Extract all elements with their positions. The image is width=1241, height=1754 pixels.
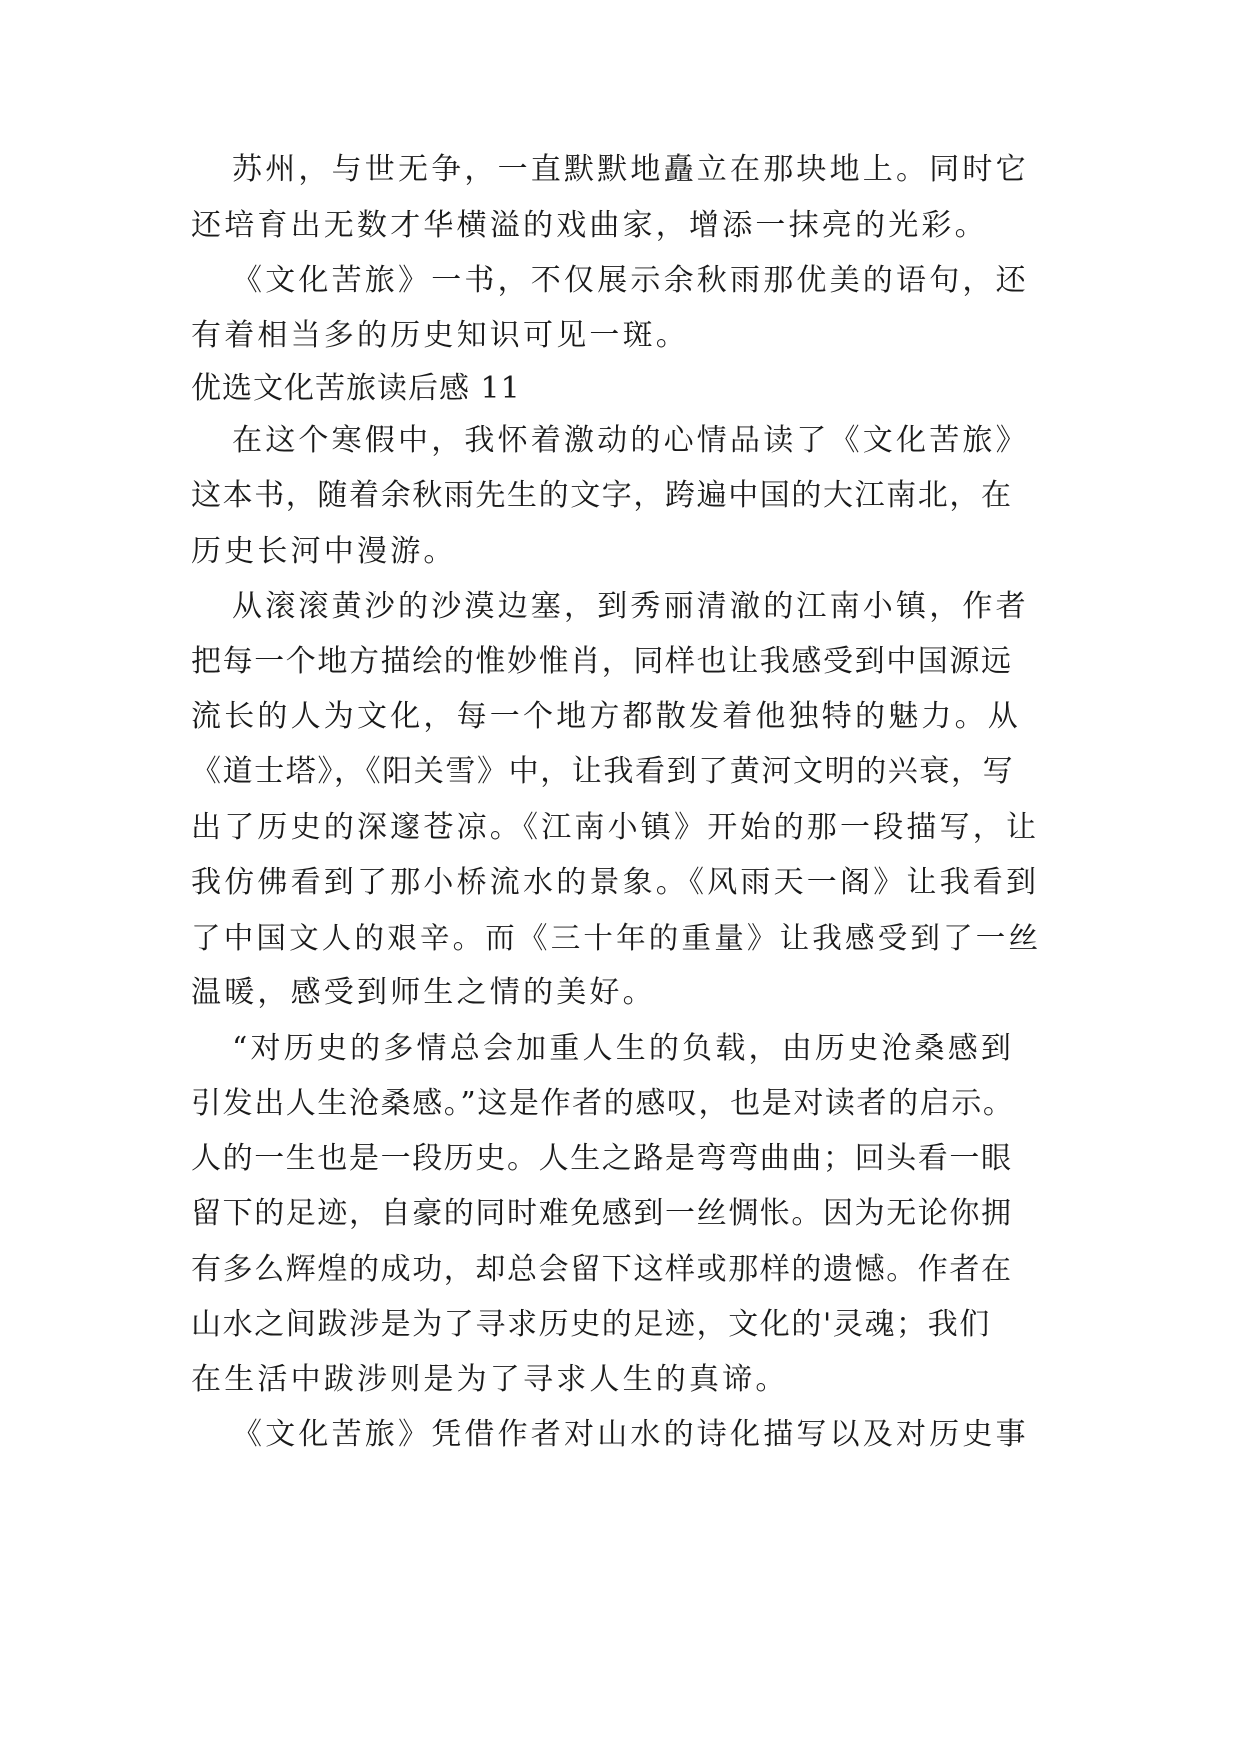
- text-line-19: 人的一生也是一段历史。人生之路是弯弯曲曲；回头看一眼: [191, 1141, 1013, 1176]
- text-line-2: 还培育出无数才华横溢的戏曲家，增添一抹亮的光彩。: [191, 208, 988, 243]
- text-line-22: 山水之间跋涉是为了寻求历史的足迹，文化的'灵魂；我们: [191, 1307, 991, 1342]
- text-line-20: 留下的足迹，自豪的同时难免感到一丝惆怅。因为无论你拥: [191, 1196, 1013, 1231]
- text-line-3: 《文化苦旅》一书，不仅展示余秋雨那优美的语句，还: [232, 263, 1029, 298]
- text-line-8: 历史长河中漫游。: [191, 534, 457, 569]
- text-line-11: 流长的人为文化，每一个地方都散发着他独特的魅力。从: [191, 699, 1021, 734]
- text-line-17: “对历史的多情总会加重人生的负载，由历史沧桑感到: [232, 1031, 1015, 1066]
- section-heading: 优选文化苦旅读后感 11: [191, 371, 521, 406]
- text-line-12: 《道士塔》，《阳关雪》中，让我看到了黄河文明的兴衰，写: [191, 754, 1015, 789]
- text-line-15: 了中国文人的艰辛。而《三十年的重量》让我感受到了一丝: [191, 921, 1042, 955]
- text-line-7: 这本书，随着余秋雨先生的文字，跨遍中国的大江南北，在: [191, 478, 1013, 513]
- text-line-10: 把每一个地方描绘的惟妙惟肖，同样也让我感受到中国源远: [191, 644, 1013, 679]
- text-line-24: 《文化苦旅》凭借作者对山水的诗化描写以及对历史事: [232, 1417, 1029, 1452]
- text-line-9: 从滚滚黄沙的沙漠边塞，到秀丽清澈的江南小镇，作者: [232, 589, 1029, 624]
- text-line-21: 有多么辉煌的成功，却总会留下这样或那样的遗憾。作者在: [191, 1252, 1013, 1287]
- text-line-13: 出了历史的深邃苍凉。《江南小镇》开始的那一段描写，让: [191, 810, 1040, 845]
- text-line-6: 在这个寒假中，我怀着激动的心情品读了《文化苦旅》: [232, 423, 1029, 458]
- text-line-14: 我仿佛看到了那小桥流水的景象。《风雨天一阁》让我看到: [191, 865, 1040, 900]
- text-line-16: 温暖，感受到师生之情的美好。: [191, 975, 656, 1010]
- text-line-23: 在生活中跋涉则是为了寻求人生的真谛。: [191, 1362, 789, 1397]
- text-line-4: 有着相当多的历史知识可见一斑。: [191, 318, 689, 353]
- text-line-1: 苏州，与世无争，一直默默地矗立在那块地上。同时它: [232, 152, 1029, 187]
- text-line-18: 引发出人生沧桑感。”这是作者的感叹，也是对读者的启示。: [191, 1086, 1015, 1121]
